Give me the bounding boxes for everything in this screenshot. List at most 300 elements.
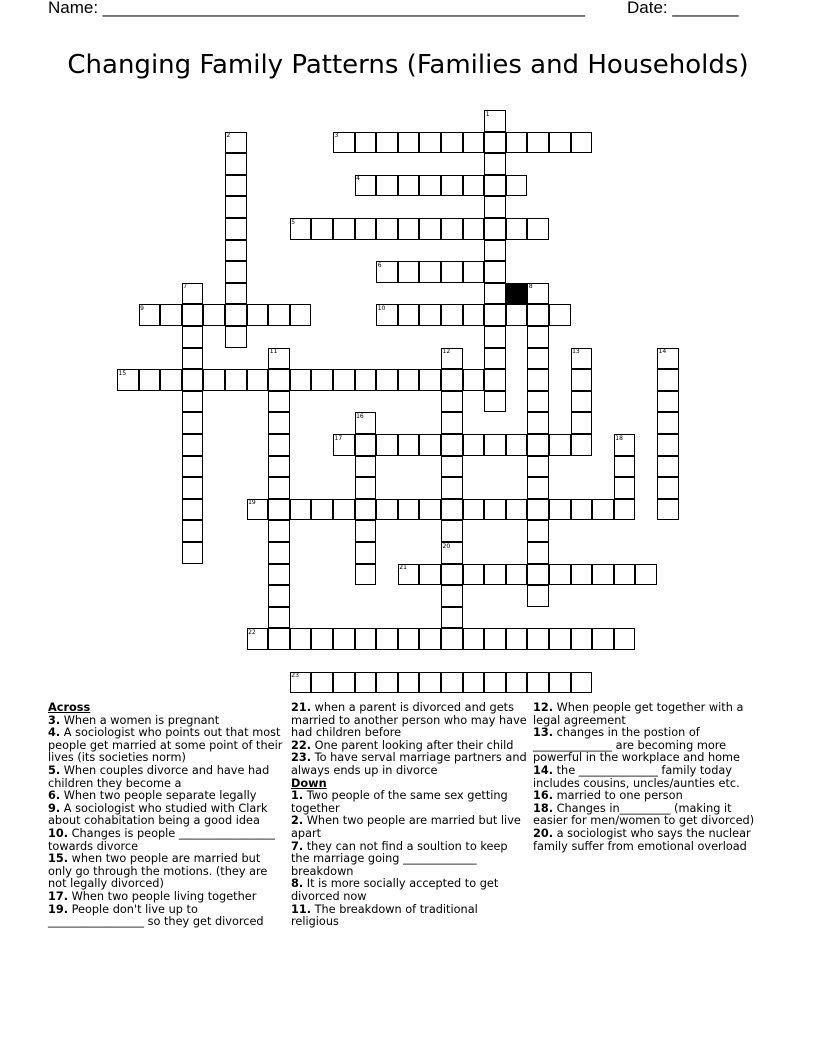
clue-number: 19 [248,499,256,507]
grid-cell[interactable] [376,628,398,650]
grid-cell[interactable] [441,628,463,650]
clue-text: One parent looking after their child [311,738,514,752]
grid-cell[interactable] [268,434,290,456]
grid-cell[interactable] [268,412,290,434]
grid-cell[interactable] [484,391,506,413]
grid-cell[interactable] [527,304,549,326]
grid-cell[interactable] [419,218,441,240]
grid-cell[interactable] [614,477,636,499]
clue-item [533,803,769,828]
grid-cell[interactable] [527,434,549,456]
clue-number: 16 [356,412,364,420]
grid-cell[interactable] [268,585,290,607]
grid-cell[interactable] [441,564,463,586]
clue-item [291,841,529,879]
clue-number: 20 [442,542,451,550]
grid-cell[interactable] [463,261,485,283]
grid-cell[interactable] [419,564,441,586]
grid-cell[interactable] [527,391,549,413]
clue-number-label: 10. [48,826,69,840]
grid-cell[interactable] [484,218,506,240]
grid-cell[interactable] [182,391,204,413]
clue-number-label: 20. [533,826,554,840]
clue-text: People don't live up to _________________ so they get divorced [48,902,264,929]
grid-cell[interactable] [571,672,593,694]
grid-cell[interactable] [268,391,290,413]
grid-cell[interactable] [355,564,377,586]
grid-cell[interactable] [441,585,463,607]
grid-cell[interactable] [355,520,377,542]
grid-cell[interactable] [592,628,614,650]
grid-cell[interactable] [182,304,204,326]
grid-cell[interactable] [441,175,463,197]
clue-number: 12 [442,348,451,356]
grid-cell[interactable] [549,564,571,586]
grid-cell[interactable] [657,369,679,391]
grid-cell[interactable] [311,672,333,694]
grid-cell[interactable] [398,434,420,456]
clue-text: the ______________ family today includes cousins, uncles/aunties etc. [533,763,740,790]
grid-cell[interactable] [419,132,441,154]
clue-item [291,702,529,740]
grid-cell[interactable] [182,520,204,542]
page-title: Changing Family Patterns (Families and Households) [67,50,749,80]
grid-cell[interactable] [571,369,593,391]
grid-cell[interactable] [484,672,506,694]
grid-cell[interactable] [441,304,463,326]
grid-cell[interactable] [657,499,679,521]
grid-cell[interactable] [614,456,636,478]
grid-cell[interactable] [527,542,549,564]
grid-cell[interactable] [398,261,420,283]
clue-number-label: 22. [291,738,312,752]
clue-item [533,727,769,765]
clue-number: 2 [226,132,231,140]
clue-number-label: 7. [291,839,304,853]
grid-cell[interactable] [398,218,420,240]
grid-cell[interactable] [614,628,636,650]
grid-cell[interactable] [398,132,420,154]
clue-text: To have serval marriage partners and always ends up in divorce [291,751,527,777]
grid-cell[interactable] [355,672,377,694]
grid-cell[interactable] [527,477,549,499]
grid-cell[interactable] [463,369,485,391]
grid-cell[interactable] [225,153,247,175]
grid-cell[interactable] [355,132,377,154]
grid-cell[interactable] [333,672,355,694]
grid-cell[interactable] [247,304,269,326]
clue-number: 5 [291,218,296,226]
black-cell [506,283,528,305]
grid-cell[interactable] [225,304,247,326]
grid-cell[interactable] [182,499,204,521]
grid-cell[interactable] [484,304,506,326]
grid-cell[interactable] [182,477,204,499]
grid-cell[interactable] [571,391,593,413]
grid-cell[interactable] [527,132,549,154]
grid-cell[interactable] [182,348,204,370]
clue-item [291,790,529,815]
grid-cell[interactable] [182,412,204,434]
grid-cell[interactable] [139,369,161,391]
grid-cell[interactable] [225,240,247,262]
grid-cell[interactable] [376,672,398,694]
grid-cell[interactable] [484,153,506,175]
grid-cell[interactable] [182,542,204,564]
clue-number-label: 5. [48,763,61,777]
clue-number-label: 17. [48,889,69,903]
clue-text: When a women is pregnant [60,713,220,727]
clue-text: A sociologist who points out that most people get married at some point of their lives (its societies norm) [48,726,283,765]
clue-number-label: 19. [48,902,69,916]
grid-cell[interactable] [268,477,290,499]
grid-cell[interactable] [268,542,290,564]
grid-cell[interactable] [527,218,549,240]
grid-cell[interactable] [527,628,549,650]
grid-cell[interactable] [506,564,528,586]
grid-cell[interactable] [333,218,355,240]
grid-cell[interactable] [527,499,549,521]
grid-cell[interactable] [333,369,355,391]
clue-number: 8 [528,283,533,291]
grid-cell[interactable] [571,628,593,650]
clue-number: 17 [334,434,343,442]
grid-cell[interactable] [463,132,485,154]
grid-cell[interactable] [506,304,528,326]
grid-cell[interactable] [268,607,290,629]
grid-cell[interactable] [311,499,333,521]
grid-cell[interactable] [376,218,398,240]
grid-cell[interactable] [463,434,485,456]
grid-cell[interactable] [398,499,420,521]
clue-section-heading: Across [48,701,91,714]
clue-number: 15 [118,369,127,377]
clue-text: Changes is people _________________ towards divorce [48,826,275,853]
clue-number-label: 1. [291,789,304,803]
grid-cell[interactable] [225,283,247,305]
grid-cell[interactable] [419,434,441,456]
grid-cell[interactable] [463,564,485,586]
clues-column-3 [533,702,769,853]
clue-number-label: 4. [48,726,61,740]
grid-cell[interactable] [398,628,420,650]
clue-number-label: 18. [533,801,554,815]
grid-cell[interactable] [657,456,679,478]
grid-cell[interactable] [268,456,290,478]
clue-text: when two people are married but only go through the motions. (they are not legally divorced) [48,852,268,891]
grid-cell[interactable] [225,261,247,283]
grid-cell[interactable] [441,434,463,456]
grid-cell[interactable] [160,304,182,326]
clue-item [48,853,284,891]
grid-cell[interactable] [441,607,463,629]
grid-cell[interactable] [355,628,377,650]
clue-text: When two people separate legally [60,789,257,803]
grid-cell[interactable] [203,304,225,326]
grid-cell[interactable] [268,564,290,586]
grid-cell[interactable] [484,326,506,348]
grid-cell[interactable] [419,628,441,650]
grid-cell[interactable] [419,369,441,391]
grid-cell[interactable] [506,628,528,650]
grid-cell[interactable] [355,369,377,391]
clue-number-label: 6. [48,789,61,803]
clue-number-label: 23. [291,751,312,765]
clue-number: 1 [485,110,490,118]
clue-number: 7 [183,283,188,291]
grid-cell[interactable] [463,499,485,521]
grid-cell[interactable] [463,304,485,326]
clue-number: 9 [140,304,144,312]
grid-cell[interactable] [355,477,377,499]
grid-cell[interactable] [441,391,463,413]
grid-cell[interactable] [225,218,247,240]
grid-cell[interactable] [484,348,506,370]
grid-cell[interactable] [441,412,463,434]
clue-item [533,765,769,790]
grid-cell[interactable] [484,175,506,197]
grid-cell[interactable] [549,672,571,694]
clue-item [291,878,529,903]
clue-text: when a parent is divorced and gets married to another person who may have had children before [291,701,527,740]
grid-cell[interactable] [355,542,377,564]
grid-cell[interactable] [463,175,485,197]
grid-cell[interactable] [484,369,506,391]
clue-item [48,803,284,828]
grid-cell[interactable] [247,369,269,391]
grid-cell[interactable] [203,369,225,391]
clue-number: 21 [399,564,407,572]
grid-cell[interactable] [484,434,506,456]
grid-cell[interactable] [333,628,355,650]
grid-cell[interactable] [268,628,290,650]
grid-cell[interactable] [268,304,290,326]
grid-cell[interactable] [355,456,377,478]
grid-cell[interactable] [268,369,290,391]
clue-number-label: 16. [533,789,554,803]
clue-item [291,752,529,777]
grid-cell[interactable] [614,499,636,521]
clue-item [48,727,284,765]
clue-number-label: 11. [291,902,312,916]
clue-text: It is more socially accepted to get divorced now [291,877,499,903]
clue-number: 14 [658,348,667,356]
clue-number: 11 [269,348,278,356]
grid-cell[interactable] [376,175,398,197]
clue-section-heading: Down [291,776,327,790]
grid-cell[interactable] [506,175,528,197]
clue-number-label: 8. [291,877,304,891]
grid-cell[interactable] [441,672,463,694]
grid-cell[interactable] [657,477,679,499]
grid-cell[interactable] [463,218,485,240]
grid-cell[interactable] [527,456,549,478]
clue-text: When two people are married but live apart [291,814,521,840]
grid-cell[interactable] [571,132,593,154]
grid-cell[interactable] [225,326,247,348]
grid-cell[interactable] [355,499,377,521]
clue-number: 13 [572,348,580,356]
grid-cell[interactable] [225,196,247,218]
grid-cell[interactable] [441,520,463,542]
clue-number-label: 21. [291,701,312,714]
clue-number: 22 [248,628,256,636]
clue-text: changes in the postion of ______________ are becoming more powerful in the workplace and home [533,726,740,765]
grid-cell[interactable] [549,499,571,521]
clue-item [533,702,769,727]
clue-item [291,904,529,929]
grid-cell[interactable] [290,304,312,326]
clue-number-label: 13. [533,726,554,740]
grid-cell[interactable] [506,434,528,456]
grid-cell[interactable] [484,261,506,283]
clue-number-label: 14. [533,763,554,777]
clue-number-label: 15. [48,852,69,866]
grid-cell[interactable] [333,499,355,521]
grid-cell[interactable] [441,261,463,283]
grid-cell[interactable] [463,628,485,650]
grid-cell[interactable] [484,564,506,586]
grid-cell[interactable] [527,520,549,542]
grid-cell[interactable] [398,672,420,694]
grid-cell[interactable] [527,369,549,391]
grid-cell[interactable] [398,304,420,326]
grid-cell[interactable] [419,304,441,326]
grid-cell[interactable] [376,369,398,391]
grid-cell[interactable] [268,520,290,542]
grid-cell[interactable] [419,499,441,521]
grid-cell[interactable] [398,175,420,197]
grid-cell[interactable] [376,434,398,456]
clue-text: A sociologist who studied with Clark about cohabitation being a good idea [48,801,268,828]
grid-cell[interactable] [441,218,463,240]
grid-cell[interactable] [527,348,549,370]
grid-cell[interactable] [398,369,420,391]
clue-number: 3 [334,132,339,140]
clue-item [48,765,284,790]
grid-cell[interactable] [549,132,571,154]
grid-cell[interactable] [506,672,528,694]
grid-cell[interactable] [571,564,593,586]
grid-cell[interactable] [419,175,441,197]
grid-cell[interactable] [549,628,571,650]
grid-cell[interactable] [484,499,506,521]
grid-cell[interactable] [376,499,398,521]
grid-cell[interactable] [182,326,204,348]
clue-item [48,828,284,853]
clue-text: they can not find a soultion to keep the marriage going _____________ breakdown [291,839,508,878]
grid-cell[interactable] [290,499,312,521]
grid-cell[interactable] [635,564,657,586]
grid-cell[interactable] [571,412,593,434]
clue-text: Changes in_________ (making it easier for men/women to get divorced) [533,801,755,828]
clue-number: 23 [291,672,299,680]
grid-cell[interactable] [463,672,485,694]
grid-cell[interactable] [484,196,506,218]
grid-cell[interactable] [441,132,463,154]
grid-cell[interactable] [225,175,247,197]
grid-cell[interactable] [290,369,312,391]
grid-cell[interactable] [441,456,463,478]
grid-cell[interactable] [484,240,506,262]
grid-cell[interactable] [311,218,333,240]
clue-number: 10 [377,304,386,312]
clue-item [48,904,284,929]
grid-cell[interactable] [549,304,571,326]
clue-text: Two people of the same sex getting together [291,789,508,815]
grid-cell[interactable] [290,628,312,650]
grid-cell[interactable] [527,326,549,348]
grid-cell[interactable] [484,283,506,305]
grid-cell[interactable] [268,499,290,521]
grid-cell[interactable] [506,132,528,154]
grid-cell[interactable] [527,412,549,434]
grid-cell[interactable] [182,369,204,391]
clue-number: 4 [356,175,360,183]
grid-cell[interactable] [657,412,679,434]
clue-number-label: 12. [533,701,554,714]
date-field[interactable]: Date: _______ [627,0,739,17]
clue-item [291,815,529,840]
grid-cell[interactable] [160,369,182,391]
grid-cell[interactable] [549,434,571,456]
grid-cell[interactable] [657,434,679,456]
grid-cell[interactable] [419,261,441,283]
grid-cell[interactable] [484,628,506,650]
grid-cell[interactable] [571,434,593,456]
grid-cell[interactable] [571,499,593,521]
clues-column-1 [48,702,284,929]
clue-number-label: 3. [48,713,61,727]
grid-cell[interactable] [355,218,377,240]
grid-cell[interactable] [355,434,377,456]
grid-cell[interactable] [441,499,463,521]
clue-text: a sociologist who says the nuclear family suffer from emotional overload [533,826,751,853]
clue-item [533,828,769,853]
grid-cell[interactable] [376,132,398,154]
grid-cell[interactable] [657,391,679,413]
grid-cell[interactable] [592,564,614,586]
grid-cell[interactable] [592,499,614,521]
grid-cell[interactable] [484,132,506,154]
clue-number-label: 9. [48,801,61,815]
grid-cell[interactable] [419,672,441,694]
grid-cell[interactable] [225,369,247,391]
clues-column-2 [291,702,529,929]
grid-cell[interactable] [527,672,549,694]
clue-text: When couples divorce and have had children they become a [48,763,270,790]
grid-cell[interactable] [441,369,463,391]
clue-number: 6 [377,261,382,269]
grid-cell[interactable] [311,369,333,391]
grid-cell[interactable] [506,218,528,240]
grid-cell[interactable] [527,564,549,586]
clue-text: When people get together with a legal agreement [533,701,744,727]
clue-text: The breakdown of traditional religious [291,902,478,929]
clue-number: 18 [615,434,623,442]
grid-cell[interactable] [311,628,333,650]
grid-cell[interactable] [182,456,204,478]
clue-text: When two people living together [68,889,257,903]
grid-cell[interactable] [506,499,528,521]
name-field[interactable]: Name: ___________________________________________________ [48,0,585,17]
grid-cell[interactable] [182,434,204,456]
grid-cell[interactable] [527,585,549,607]
grid-cell[interactable] [614,564,636,586]
clue-text: married to one person [553,789,683,803]
grid-cell[interactable] [441,477,463,499]
clue-number-label: 2. [291,814,304,828]
